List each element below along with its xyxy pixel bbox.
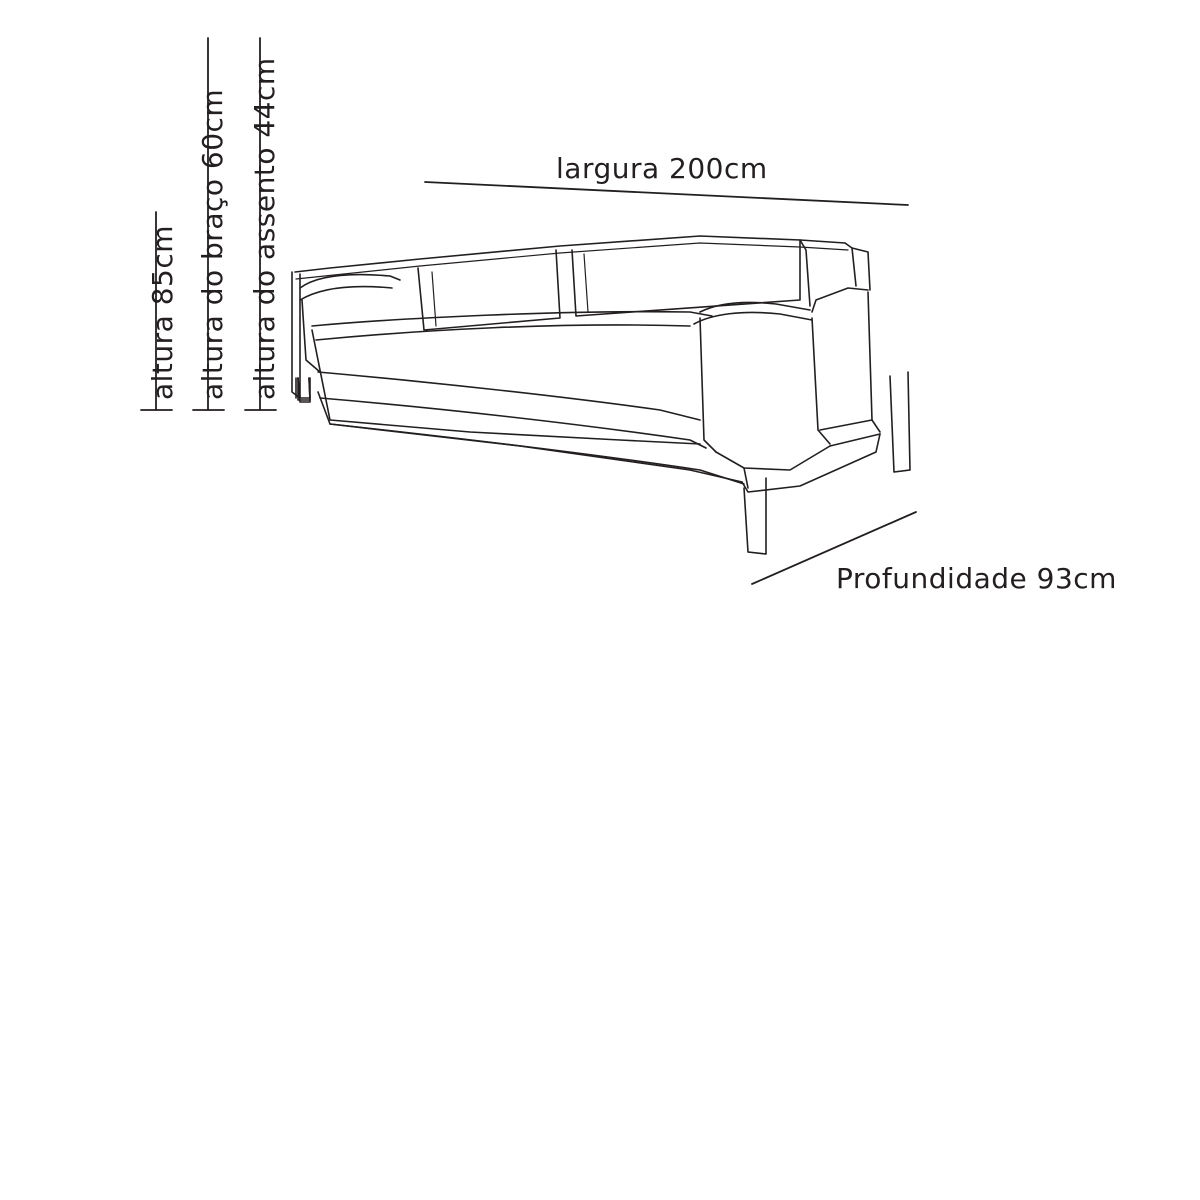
height-total-label: altura 85cm bbox=[146, 224, 179, 400]
depth-label: Profundidade 93cm bbox=[836, 562, 1117, 595]
height-arm-label: altura do braço 60cm bbox=[196, 88, 229, 400]
height-seat-label: altura do assento 44cm bbox=[248, 57, 281, 400]
sofa-legs bbox=[298, 372, 910, 554]
sofa-body bbox=[292, 236, 880, 492]
width-label: largura 200cm bbox=[556, 152, 768, 185]
width-line bbox=[425, 182, 908, 205]
